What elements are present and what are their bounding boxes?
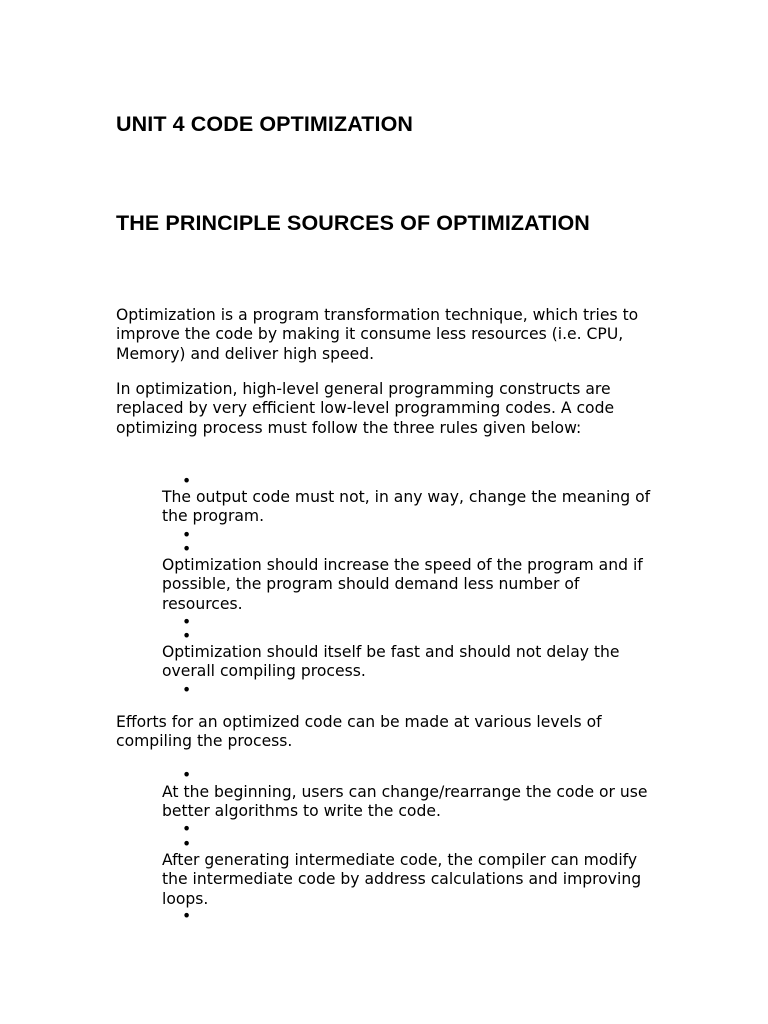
rule-item-3: Optimization should itself be fast and should not delay the overall compiling process. [162, 643, 620, 681]
bullet-marker: • [182, 835, 192, 853]
bullet-marker: • [182, 766, 192, 784]
section-title: THE PRINCIPLE SOURCES OF OPTIMIZATION [116, 211, 590, 235]
bullet-marker: • [182, 540, 192, 558]
rule-item-2: Optimization should increase the speed of the program and if possible, the program should demand less number of resources. [162, 556, 643, 613]
bullet-marker: • [182, 820, 192, 838]
level-item-1: At the beginning, users can change/rearrange the code or use better algorithms to write the code. [162, 783, 648, 821]
levels-intro-paragraph: Efforts for an optimized code can be made at various levels of compiling the process. [116, 713, 602, 751]
intro-paragraph: Optimization is a program transformation technique, which tries to improve the code by making it consume less resources (i.e. CPU, Memory) and deliver high speed. [116, 306, 639, 363]
bullet-marker: • [182, 681, 192, 699]
rule-item-1: The output code must not, in any way, change the meaning of the program. [162, 488, 651, 526]
bullet-marker: • [182, 627, 192, 645]
unit-title: UNIT 4 CODE OPTIMIZATION [116, 112, 414, 136]
level-item-2: After generating intermediate code, the compiler can modify the intermediate code by address calculations and improving loops. [162, 851, 642, 908]
bullet-marker: • [182, 907, 192, 925]
rules-intro-paragraph: In optimization, high-level general programming constructs are replaced by very efficient low-level programming codes. A code optimizing process must follow the three rules given below: [116, 380, 615, 437]
bullet-marker: • [182, 472, 192, 490]
bullet-marker: • [182, 613, 192, 631]
bullet-marker: • [182, 526, 192, 544]
